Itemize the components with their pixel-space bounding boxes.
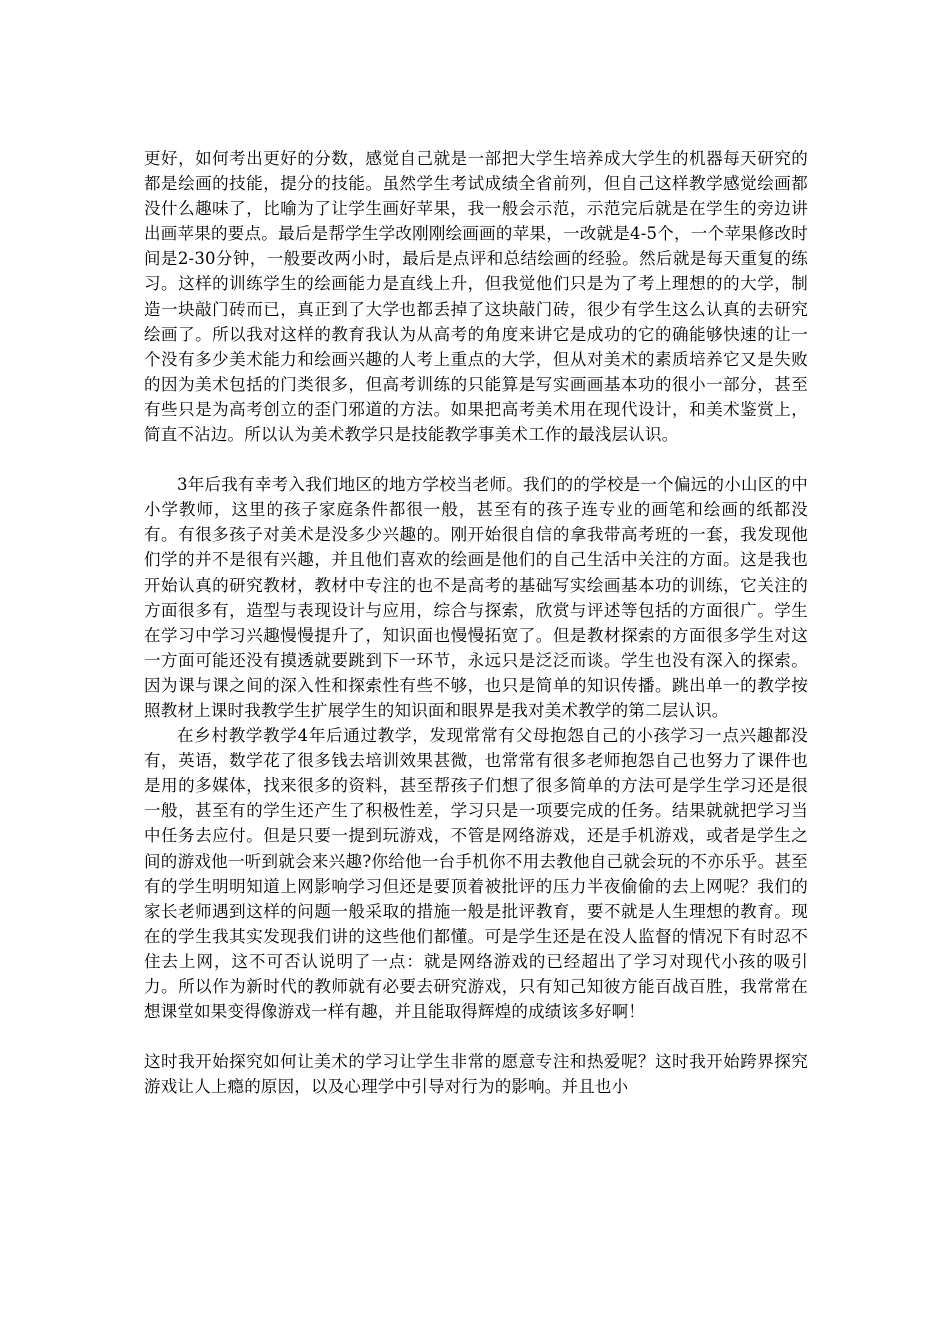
paragraph-3: 在乡村教学教学4年后通过教学，发现常常有父母抱怨自己的小孩学习一点兴趣都没有，英语，数学花了很多钱去培训效果甚微，也常常有很多老师抱怨自己也努力了课件也是用的多媒体，找来很多的资料，甚至帮孩子们想了很多简单的方法可是学生学习还是很一般，甚至有的学生还产生了积极性差，学习只是一项要完成的任务。结果就就把学习当中任务去应付。但是只要一提到玩游戏，不管是网络游戏，还是手机游戏，或者是学生之间的游戏他一听到就会来兴趣?你给他一台手机你不用去教他自己就会玩的不亦乐乎。甚至有的学生明明知道上网影响学习但还是要顶着被批评的压力半夜偷偷的去上网呢？我们的家长老师遇到这样的问题一般采取的措施一般是批评教育，要不就是人生理想的教育。现在的学生我其实发现我们讲的这些他们都懂。可是学生还是在没人监督的情况下有时忍不住去上网，这不可否认说明了一点：就是网络游戏的已经超出了学习对现代小孩的吸引力。所以作为新时代的教师就有必要去研究游戏，只有知己知彼方能百战百胜，我常常在想课堂如果变得像游戏一样有趣，并且能取得辉煌的成绩该多好啊！: [144, 726, 808, 1022]
paragraph-1: 更好，如何考出更好的分数，感觉自己就是一部把大学生培养成大学生的机器每天研究的都是绘画的技能，提分的技能。虽然学生考试成绩全省前列，但自己这样教学感觉绘画都没什么趣味了，比喻为了让学生画好苹果，我一般会示范，示范完后就是在学生的旁边讲出画苹果的要点。最后是帮学生学改刚刚绘画画的苹果，一改就是4-5个，一个苹果修改时间是2-30分钟，一般要改两小时，最后是点评和总结绘画的经验。然后就是每天重复的练习。这样的训练学生的绘画能力是直线上升，但我觉他们只是为了考上理想的的大学，制造一块敲门砖而已，真正到了大学也都丢掉了这块敲门砖，很少有学生这么认真的去研究绘画了。所以我对这样的教育我认为从高考的角度来讲它是成功的它的确能够快速的让一个没有多少美术能力和绘画兴趣的人考上重点的大学，但从对美术的素质培养它又是失败的因为美术包括的门类很多，但高考训练的只能算是写实画画基本功的很小一部分，甚至有些只是为高考创立的歪门邪道的方法。如果把高考美术用在现代设计，和美术鉴赏上，简直不沾边。所以认为美术教学只是技能教学事美术工作的最浅层认识。: [144, 149, 808, 445]
paragraph-4: 这时我开始探究如何让美术的学习让学生非常的愿意专注和热爱呢？这时我开始跨界探究游戏让人上瘾的原因，以及心理学中引导对行为的影响。并且也小: [144, 1052, 808, 1097]
document-body: [144, 146, 808, 1099]
paragraph-2: 3年后我有幸考入我们地区的地方学校当老师。我们的的学校是一个偏远的小山区的中小学教师，这里的孩子家庭条件都很一般，甚至有的孩子连专业的画笔和绘画的纸都没有。有很多孩子对美术是没多少兴趣的。刚开始很自信的拿我带高考班的一套，我发现他们学的并不是很有兴趣，并且他们喜欢的绘画是他们的自己生活中关注的方面。这是我也开始认真的研究教材，教材中专注的也不是高考的基础写实绘画基本功的训练，它关注的方面很多有，造型与表现设计与应用，综合与探索，欣赏与评述等包括的方面很广。学生在学习中学习兴趣慢慢提升了，知识面也慢慢拓宽了。但是教材探索的方面很多学生对这一方面可能还没有摸透就要跳到下一环节，永远只是泛泛而谈。学生也没有深入的探索。因为课与课之间的深入性和探索性有些不够，也只是简单的知识传播。跳出单一的教学按照教材上课时我教学生扩展学生的知识面和眼界是我对美术教学的第二层认识。: [144, 475, 808, 720]
